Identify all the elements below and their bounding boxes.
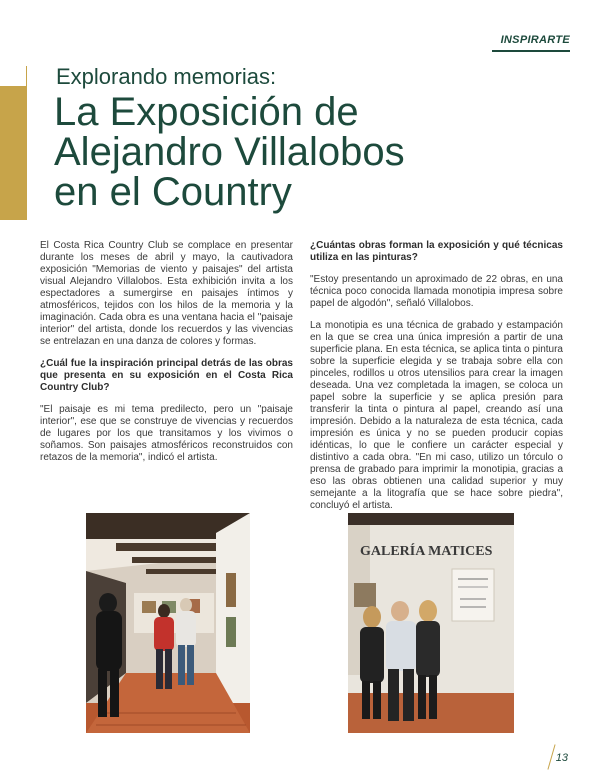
section-tag-underline — [492, 50, 570, 52]
section-tag: INSPIRARTE — [500, 34, 570, 46]
gallery-sign-text: GALERÍA MATICES — [360, 544, 493, 559]
left-column — [40, 240, 293, 474]
title-side-rule — [26, 66, 27, 220]
article-title-line-1: La Exposición de — [54, 90, 359, 134]
question-works: ¿Cuántas obras forman la exposición y qué técnicas utiliza en las pinturas? — [310, 240, 563, 263]
page-number: 13 — [555, 752, 568, 764]
answer-works-2: La monotipia es una técnica de grabado y estampación en la que se crea una única impresión a partir de una superficie plana. En esta técnica, se aplica tinta o pintura sobre la superficie elegida y se trabaja sobre ella con pinceles, rodillos u otros utensilios para crear la imagen deseada. Una vez completada la imagen, se coloca un papel sobre la superficie y se aplica presión para transferir la tinta o pintura al papel, creando así una impresión. Debido a la naturaleza de esta técnica, cada impresión es única y no se pueden producir copias idénticas, lo que le confiere un carácter especial y distintivo a cada obra. "En mi caso, utilizo un tórculo o prensa de grabado para imprimir la monotipia, gracias a eso las obras obtienen una calidad superior y muy semejante a la litografía que se hace sobre piedra", concluyó el artista. — [310, 320, 563, 511]
right-column — [310, 240, 563, 522]
article-kicker: Explorando memorias: — [56, 64, 277, 89]
article-title-line-3: en el Country — [54, 170, 292, 214]
question-inspiration: ¿Cuál fue la inspiración principal detrás de las obras que presenta en su exposición en el Costa Rica Country Club? — [40, 358, 293, 393]
intro-paragraph: El Costa Rica Country Club se complace en presentar durante los meses de abril y mayo, la cautivadora exposición "Memorias de viento y paisajes" del artista visual Alejandro Villalobos. Esta exhibición invita a los espectadores a sumergirse en paisajes íntimos y atmosféricos, tejidos con los hilos de la memoria y la imaginación. Cada obra es una ventana hacia el "paisaje interior" del artista, donde los recuerdos y las vivencias se entrelazan en una danza de colores y formas. — [40, 240, 293, 347]
page-number-divider — [547, 744, 555, 769]
gold-accent-bar — [0, 86, 26, 220]
answer-inspiration: "El paisaje es mi tema predilecto, pero un "paisaje interior", ese que se construye de vivencias y recuerdos de lugares por los que transitamos y los vivimos o soñamos. Son paisajes atmosféricos reconstruidos con retazos de la memoria", indicó el artista. — [40, 404, 293, 463]
photo-gallery-corridor — [86, 513, 250, 733]
answer-works-1: "Estoy presentando un aproximado de 22 obras, en una técnica poco conocida llamada monotipia impresa sobre papel de algodón", señaló Villalobos. — [310, 274, 563, 309]
article-title-line-2: Alejandro Villalobos — [54, 130, 405, 174]
photo-artist-group — [348, 513, 514, 733]
